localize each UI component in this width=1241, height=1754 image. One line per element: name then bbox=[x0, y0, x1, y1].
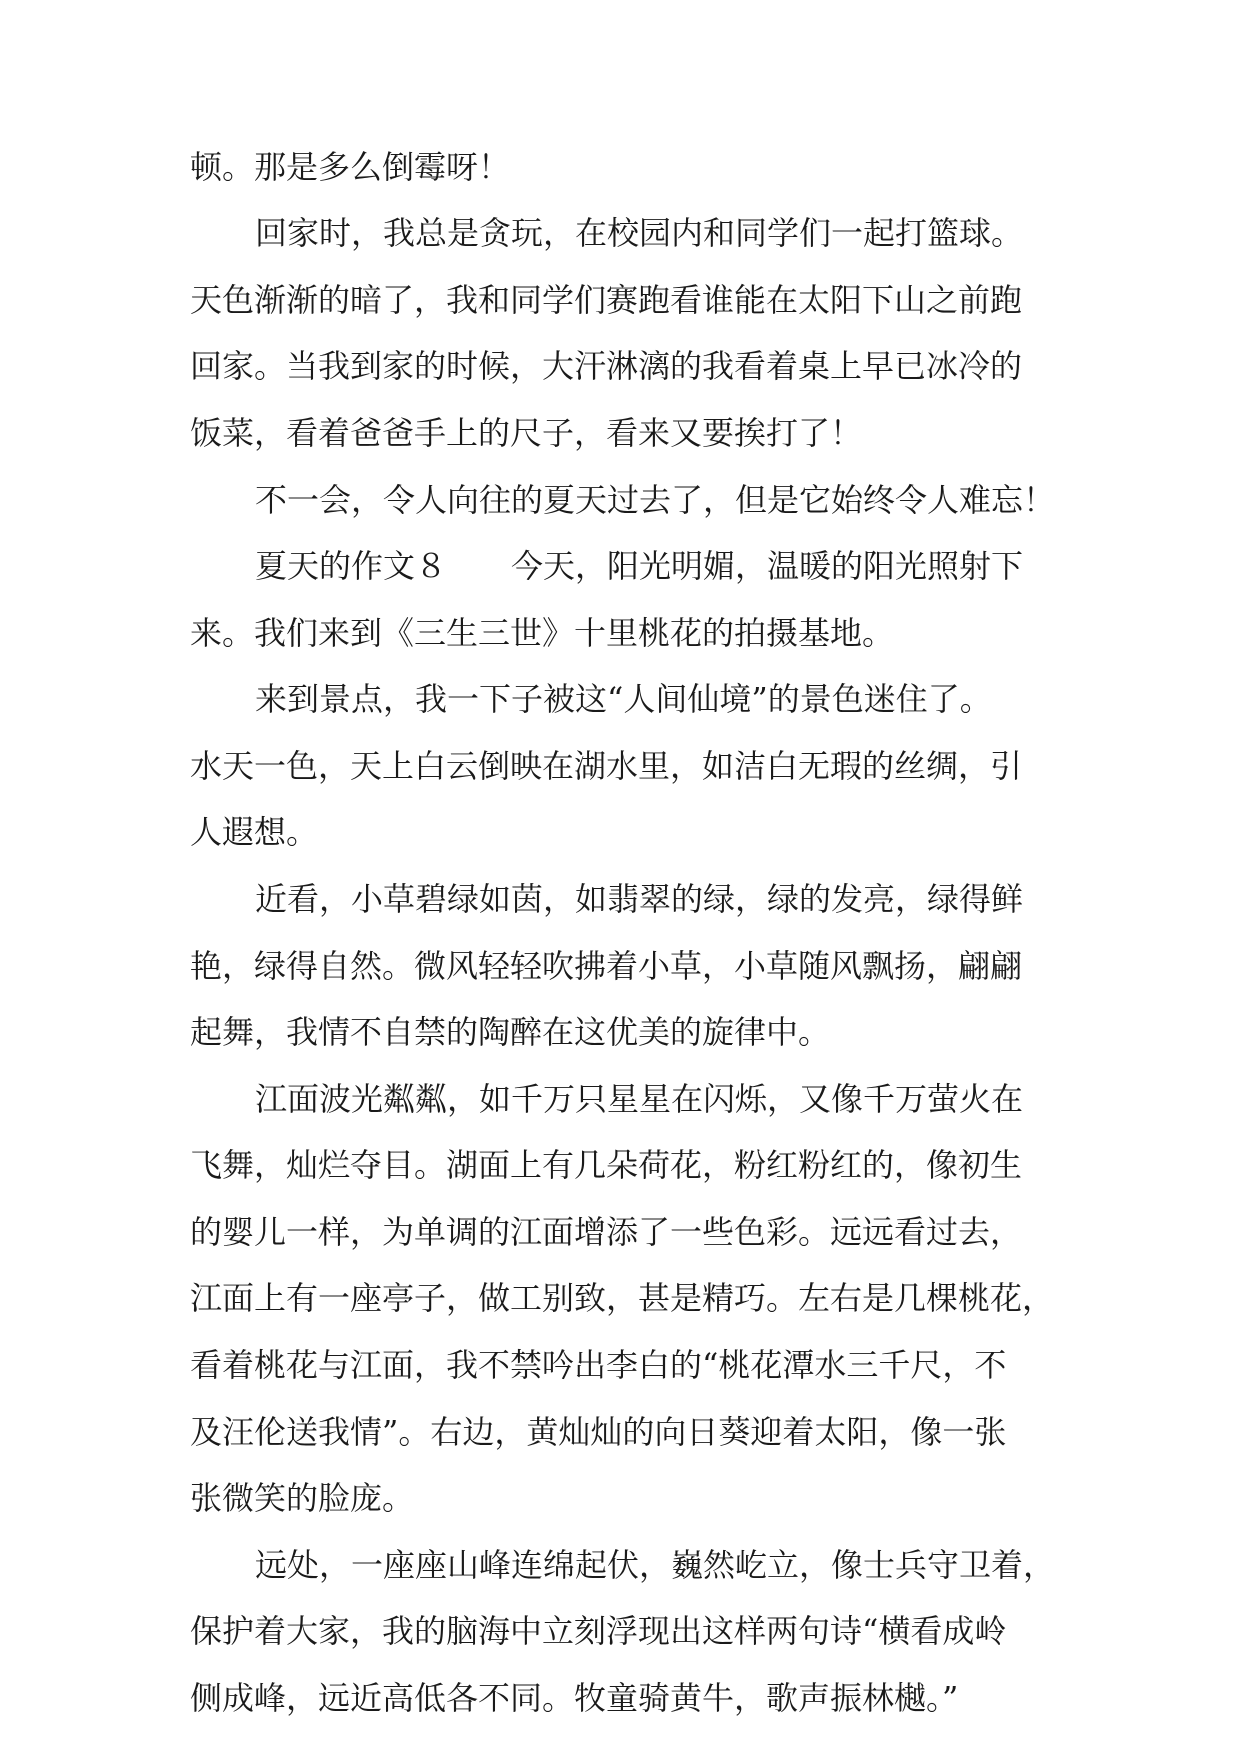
text-line: 侧成峰，远近高低各不同。牧童骑黄牛，歌声振林樾。” bbox=[190, 1679, 959, 1717]
text-line: 回家。当我到家的时候，大汗淋漓的我看着桌上早已冰冷的 bbox=[190, 347, 1023, 385]
text-line: 不一会，令人向往的夏天过去了，但是它始终令人难忘！ bbox=[255, 481, 1056, 519]
text-line: 来。我们来到《三生三世》十里桃花的拍摄基地。 bbox=[190, 614, 895, 652]
text-line: 飞舞，灿烂夺目。湖面上有几朵荷花，粉红粉红的，像初生 bbox=[190, 1146, 1023, 1184]
text-line: 水天一色，天上白云倒映在湖水里，如洁白无瑕的丝绸，引 bbox=[190, 747, 1023, 785]
text-line: 饭菜，看着爸爸手上的尺子，看来又要挨打了！ bbox=[190, 414, 863, 452]
text-line: 夏天的作文８ 今天，阳光明媚，温暖的阳光照射下 bbox=[255, 547, 1024, 585]
text-line: 及汪伦送我情”。右边，黄灿灿的向日葵迎着太阳，像一张 bbox=[190, 1413, 1007, 1451]
text-line: 近看，小草碧绿如茵，如翡翠的绿，绿的发亮，绿得鲜 bbox=[255, 880, 1024, 918]
text-line: 江面波光粼粼，如千万只星星在闪烁，又像千万萤火在 bbox=[255, 1080, 1024, 1118]
text-line: 来到景点，我一下子被这“人间仙境”的景色迷住了。 bbox=[255, 680, 992, 718]
text-line: 人遐想。 bbox=[190, 813, 319, 851]
text-line: 远处，一座座山峰连绵起伏，巍然屹立，像士兵守卫着， bbox=[255, 1546, 1056, 1584]
text-line: 的婴儿一样，为单调的江面增添了一些色彩。远远看过去， bbox=[190, 1213, 1023, 1251]
text-line: 天色渐渐的暗了，我和同学们赛跑看谁能在太阳下山之前跑 bbox=[190, 281, 1023, 319]
text-line: 保护着大家，我的脑海中立刻浮现出这样两句诗“横看成岭 bbox=[190, 1612, 1007, 1650]
text-line: 回家时，我总是贪玩，在校园内和同学们一起打篮球。 bbox=[255, 214, 1024, 252]
text-line: 张微笑的脸庞。 bbox=[190, 1479, 415, 1517]
text-line: 艳，绿得自然。微风轻轻吹拂着小草，小草随风飘扬，翩翩 bbox=[190, 947, 1023, 985]
text-line: 看着桃花与江面，我不禁吟出李白的“桃花潭水三千尺，不 bbox=[190, 1346, 1007, 1384]
text-line: 起舞，我情不自禁的陶醉在这优美的旋律中。 bbox=[190, 1013, 831, 1051]
text-line: 江面上有一座亭子，做工别致，甚是精巧。左右是几棵桃花， bbox=[190, 1279, 1055, 1317]
text-line: 顿。那是多么倒霉呀！ bbox=[190, 148, 511, 186]
